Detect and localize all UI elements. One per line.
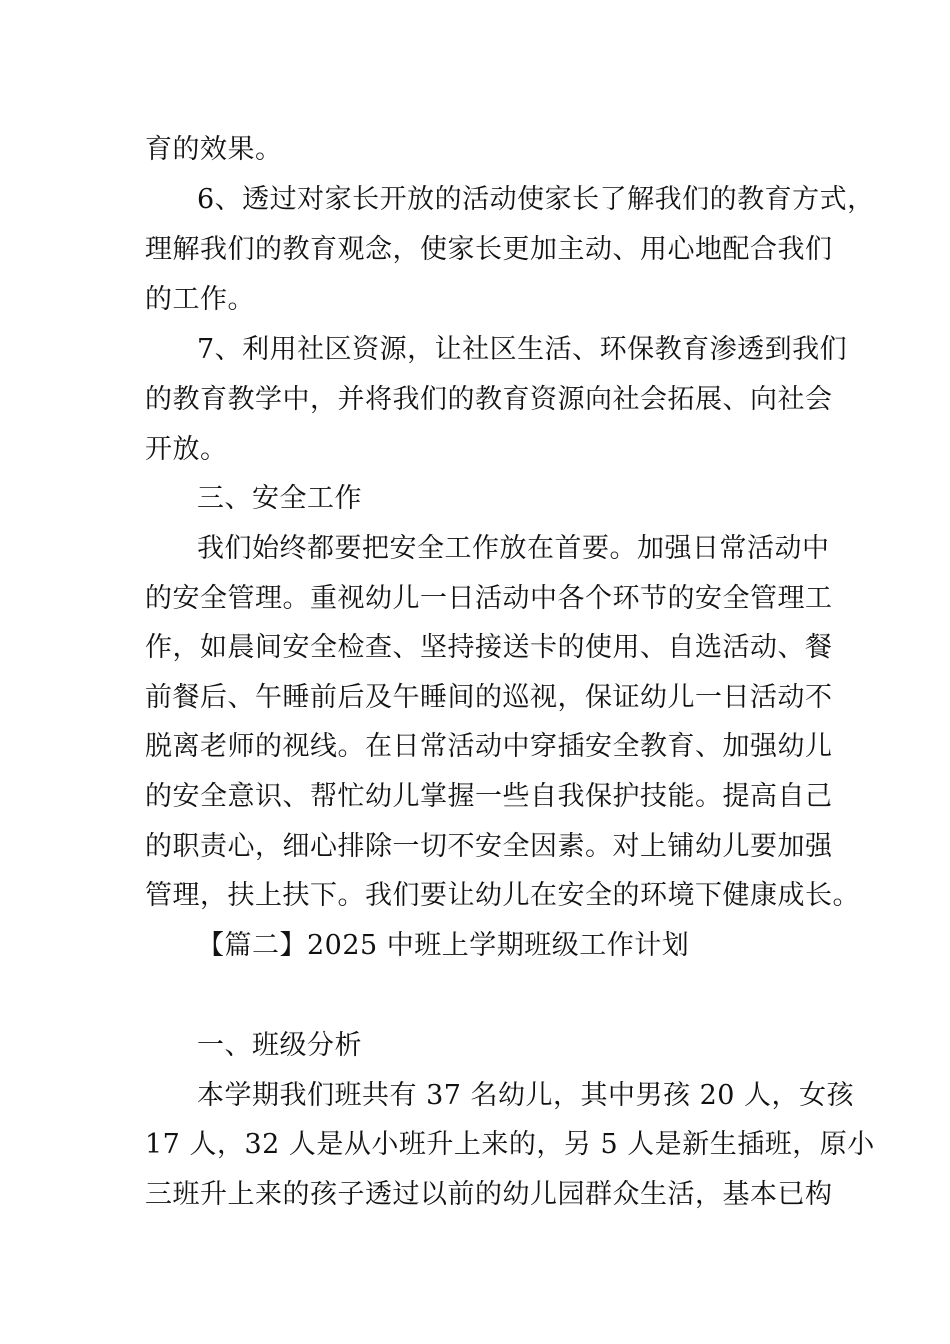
text-line: 的安全意识、帮忙幼儿掌握一些自我保护技能。提高自己 xyxy=(145,781,833,812)
text-line: 我们始终都要把安全工作放在首要。加强日常活动中 xyxy=(197,533,830,564)
text-line: 7、利用社区资源，让社区生活、环保教育渗透到我们 xyxy=(197,334,848,365)
article-heading: 【篇二】2025 中班上学期班级工作计划 xyxy=(197,930,690,961)
text-line: 理解我们的教育观念，使家长更加主动、用心地配合我们 xyxy=(145,234,833,265)
text-line: 的安全管理。重视幼儿一日活动中各个环节的安全管理工 xyxy=(145,583,833,614)
text-line: 的职责心，细心排除一切不安全因素。对上铺幼儿要加强 xyxy=(145,831,833,862)
text-line: 的工作。 xyxy=(145,284,255,315)
text-line: 育的效果。 xyxy=(145,134,283,165)
text-line: 作，如晨间安全检查、坚持接送卡的使用、自选活动、餐 xyxy=(145,632,833,663)
text-line: 的教育教学中，并将我们的教育资源向社会拓展、向社会 xyxy=(145,384,833,415)
text-line: 本学期我们班共有 37 名幼儿，其中男孩 20 人，女孩 xyxy=(197,1080,855,1111)
section-heading: 一、班级分析 xyxy=(197,1030,362,1061)
text-line: 三班升上来的孩子透过以前的幼儿园群众生活，基本已构 xyxy=(145,1179,833,1210)
text-line: 6、透过对家长开放的活动使家长了解我们的教育方式， xyxy=(197,184,875,215)
text-line: 管理，扶上扶下。我们要让幼儿在安全的环境下健康成长。 xyxy=(145,880,860,911)
text-line: 前餐后、午睡前后及午睡间的巡视，保证幼儿一日活动不 xyxy=(145,682,833,713)
section-heading: 三、安全工作 xyxy=(197,483,362,514)
text-line: 脱离老师的视线。在日常活动中穿插安全教育、加强幼儿 xyxy=(145,731,833,762)
text-line: 17 人，32 人是从小班升上来的，另 5 人是新生插班，原小 xyxy=(145,1129,875,1160)
text-line: 开放。 xyxy=(145,434,228,465)
